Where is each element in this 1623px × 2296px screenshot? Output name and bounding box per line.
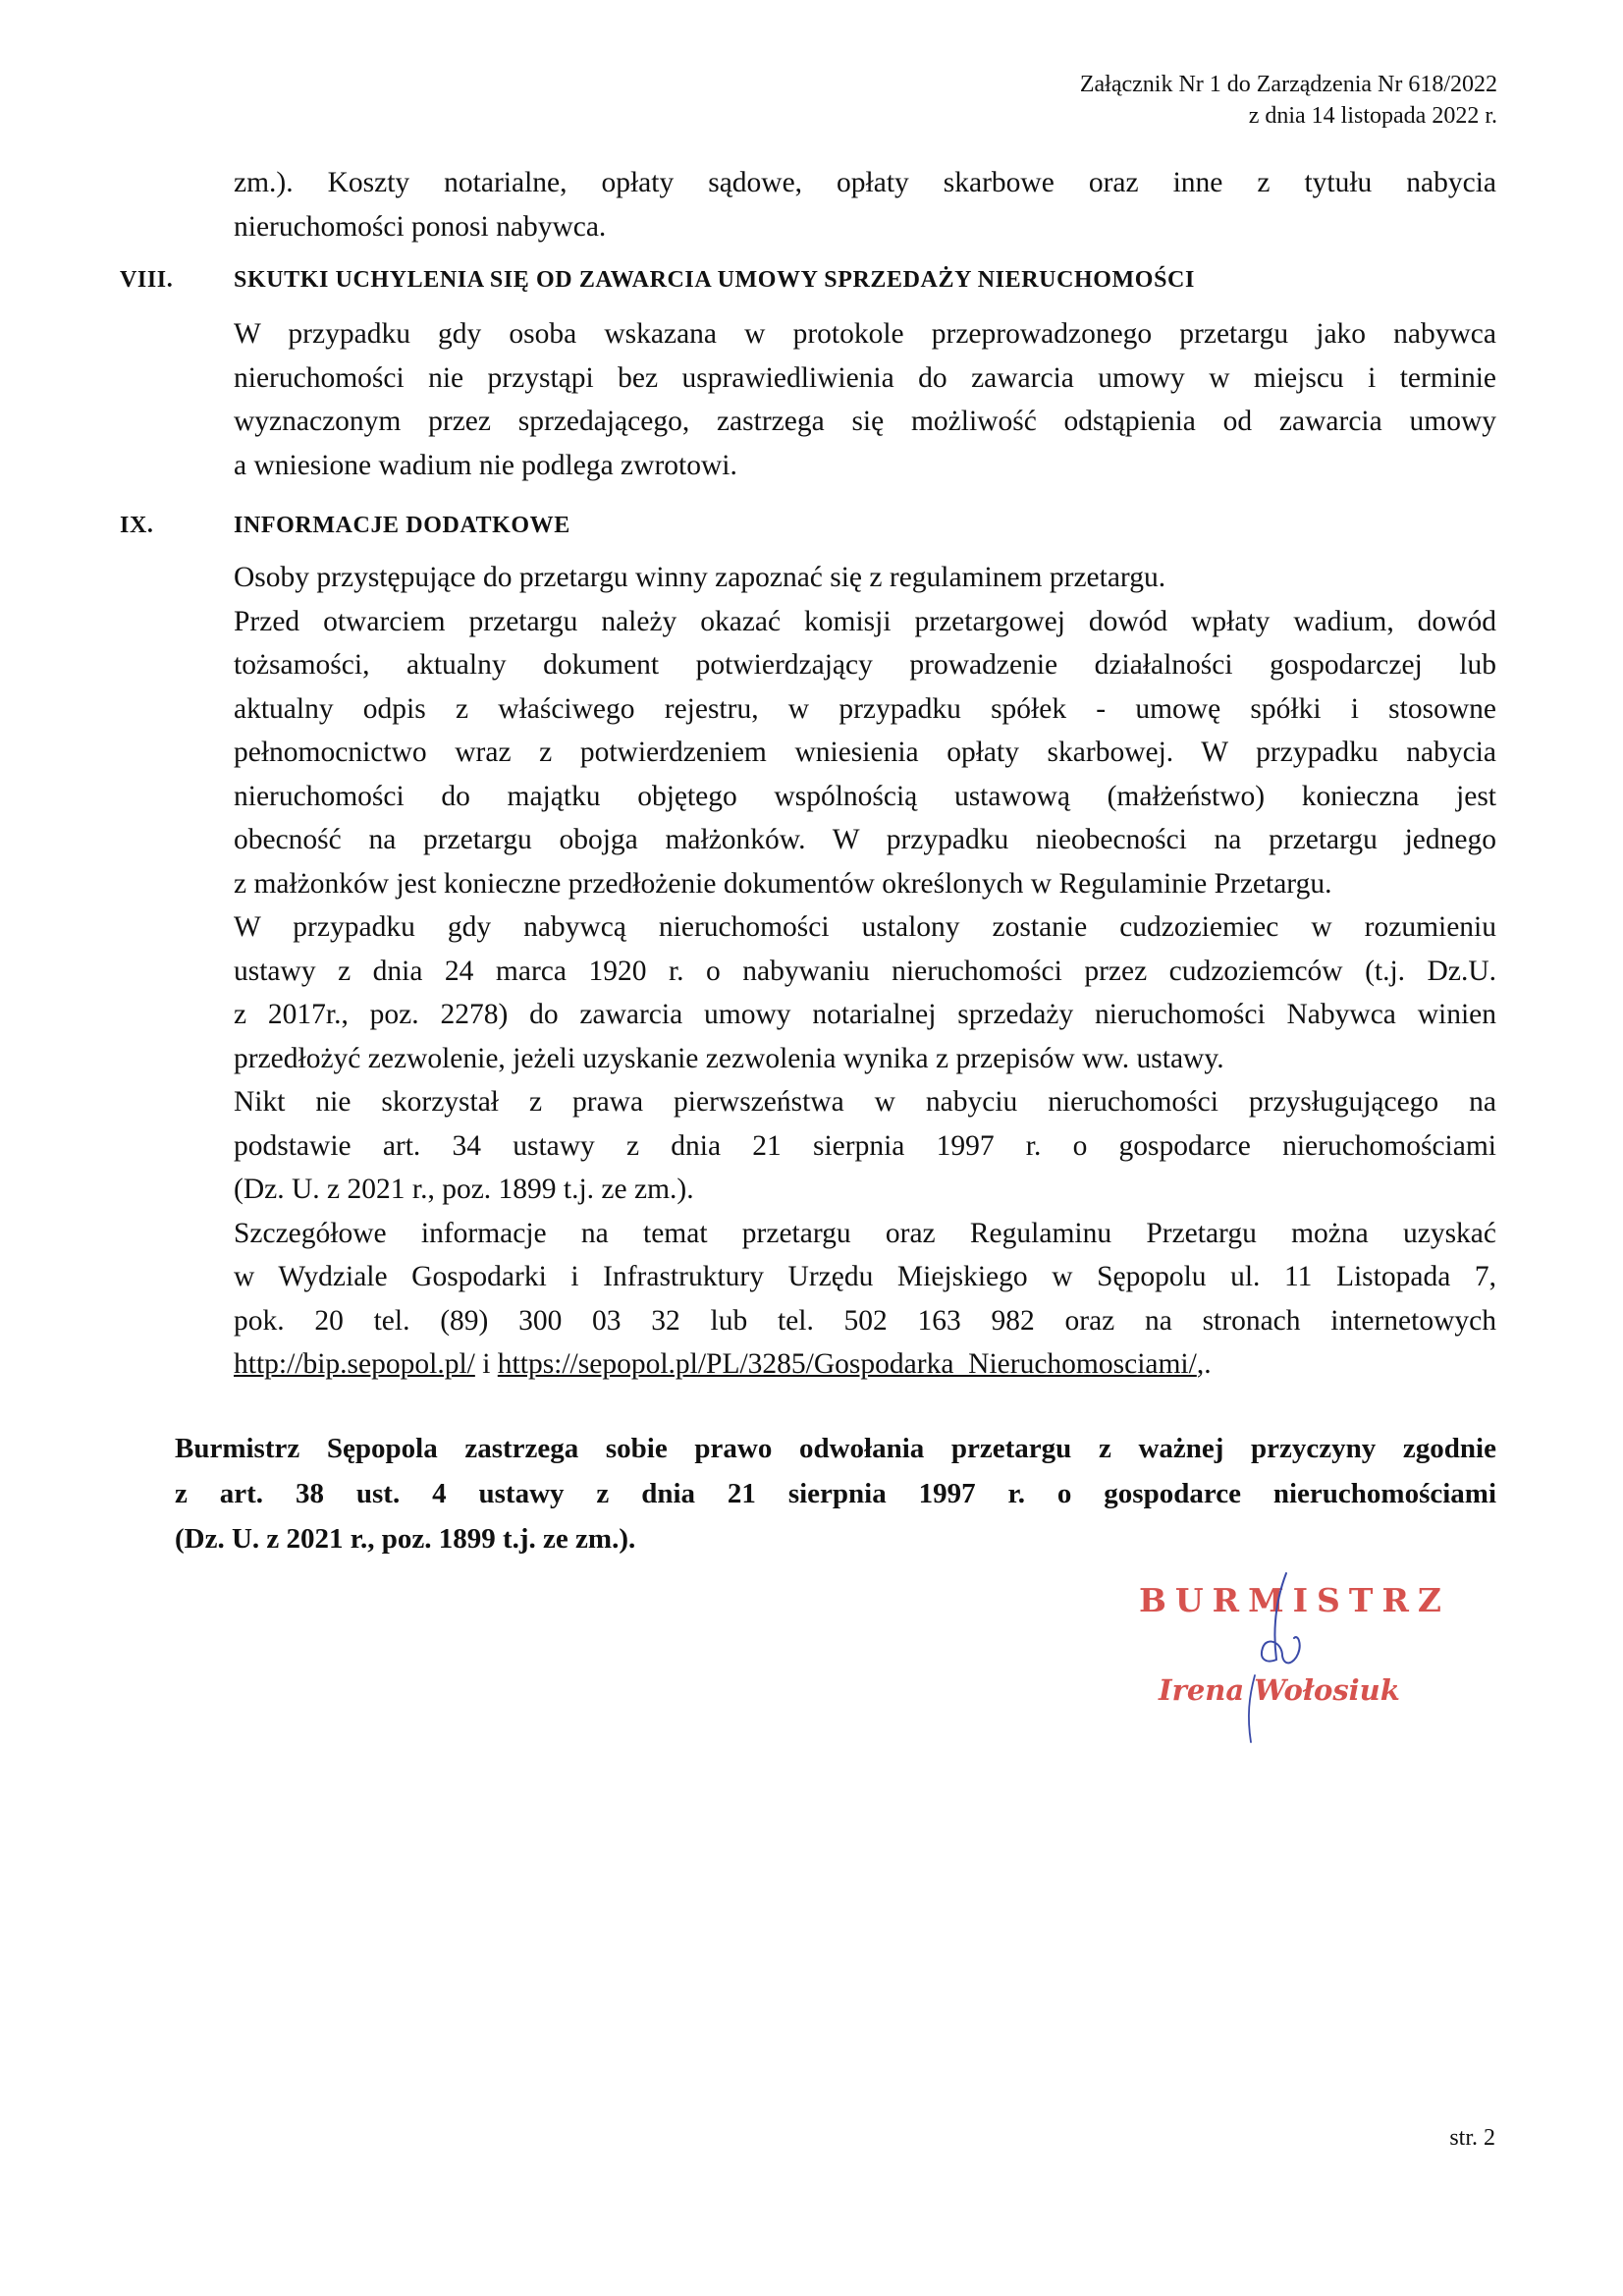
text-line: zm.). Koszty notarialne, opłaty sądowe, opłaty skarbowe oraz inne z tytułu nabycia <box>234 167 1496 198</box>
text-line: podstawie art. 34 ustawy z dnia 21 sierpnia 1997 r. o gospodarce nieruchomościami <box>234 1129 1496 1162</box>
paragraph-contact <box>234 1212 1496 1387</box>
annex-header <box>1080 69 1497 132</box>
text-line: W przypadku gdy osoba wskazana w protokole przeprowadzonego przetargu jako nabywca <box>234 318 1496 350</box>
text-line: nieruchomości ponosi nabywca. <box>234 210 607 243</box>
link-joiner: i <box>474 1348 498 1380</box>
text-line: z małżonków jest konieczne przedłożenie dokumentów określonych w Regulaminie Przetargu. <box>234 867 1332 900</box>
stamp-title: BURMISTRZ <box>1139 1581 1450 1619</box>
text-line: z 2017r., poz. 2278) do zawarcia umowy notarialnej sprzedaży nieruchomości Nabywca winien <box>234 999 1496 1030</box>
text-line: aktualny odpis z właściwego rejestru, w przypadku spółek - umowę spółki i stosowne <box>234 692 1496 725</box>
paragraph-regulations <box>234 556 1496 600</box>
text-line: pok. 20 tel. (89) 300 03 32 lub tel. 502 163 982 oraz na stronach internetowych <box>234 1304 1496 1337</box>
mayor-signature-stamp <box>1129 1569 1453 1756</box>
text-line: tożsamości, aktualny dokument potwierdzający prowadzenie działalności gospodarczej lub <box>234 649 1496 681</box>
website-link[interactable]: https://sepopol.pl/PL/3285/Gospodarka_Nieruchomosciami/ <box>497 1348 1197 1380</box>
text-line: Szczegółowe informacje na temat przetargu oraz Regulaminu Przetargu można uzyskać <box>234 1217 1496 1249</box>
text-line: obecność na przetargu obojga małżonków. W przypadku nieobecności na przetargu jednego <box>234 824 1496 855</box>
handwritten-signature <box>1129 1569 1453 1756</box>
paragraph-preemption <box>234 1080 1496 1212</box>
section-ix-body <box>234 556 1496 1387</box>
section-viii-paragraph <box>234 312 1496 487</box>
cancellation-notice <box>175 1426 1496 1561</box>
section-title: INFORMACJE DODATKOWE <box>234 513 570 538</box>
text-line: Nikt nie skorzystał z prawa pierwszeństwa w nabyciu nieruchomości przysługującego na <box>234 1086 1496 1118</box>
section-title: SKUTKI UCHYLENIA SIĘ OD ZAWARCIA UMOWY SPRZEDAŻY NIERUCHOMOŚCI <box>234 267 1195 293</box>
notice-line: (Dz. U. z 2021 r., poz. 1899 t.j. ze zm.). <box>175 1523 636 1555</box>
link-tail: ,. <box>1196 1348 1212 1380</box>
paragraph-documents <box>234 600 1496 906</box>
section-number: IX. <box>120 513 154 538</box>
paragraph-foreigner <box>234 905 1496 1080</box>
text-line: nieruchomości nie przystąpi bez usprawiedliwienia do zawarcia umowy w miejscu i terminie <box>234 361 1496 394</box>
text-line: wyznaczonym przez sprzedającego, zastrzega się możliwość odstąpienia od zawarcia umowy <box>234 406 1496 437</box>
text-line: ustawy z dnia 24 marca 1920 r. o nabywaniu nieruchomości przez cudzoziemców (t.j. Dz.U. <box>234 955 1496 987</box>
section-number: VIII. <box>120 267 174 293</box>
stamp-name: Irena Wołosiuk <box>1159 1673 1400 1707</box>
page-number: str. 2 <box>1449 2125 1495 2151</box>
bip-link[interactable]: http://bip.sepopol.pl/ <box>234 1348 475 1380</box>
text-line: nieruchomości do majątku objętego wspólnością ustawową (małżeństwo) konieczna jest <box>234 780 1496 812</box>
text-line: pełnomocnictwo wraz z potwierdzeniem wniesienia opłaty skarbowej. W przypadku nabycia <box>234 737 1496 768</box>
notice-line: Burmistrz Sępopola zastrzega sobie prawo odwołania przetargu z ważnej przyczyny zgodnie <box>175 1433 1496 1464</box>
text-line: Osoby przystępujące do przetargu winny zapoznać się z regulaminem przetargu. <box>234 562 1166 593</box>
text-line: w Wydziale Gospodarki i Infrastruktury Urzędu Miejskiego w Sępopolu ul. 11 Listopada 7, <box>234 1261 1496 1292</box>
text-line: W przypadku gdy nabywcą nieruchomości ustalony zostanie cudzoziemiec w rozumieniu <box>234 911 1496 943</box>
text-line: przedłożyć zezwolenie, jeżeli uzyskanie zezwolenia wynika z przepisów ww. ustawy. <box>234 1042 1224 1074</box>
text-line-links <box>234 1342 1496 1387</box>
text-line: (Dz. U. z 2021 r., poz. 1899 t.j. ze zm.). <box>234 1174 694 1205</box>
text-line: a wniesione wadium nie podlega zwrotowi. <box>234 449 737 481</box>
text-line: Przed otwarciem przetargu należy okazać komisji przetargowej dowód wpłaty wadium, dowód <box>234 605 1496 637</box>
notice-line: z art. 38 ust. 4 ustawy z dnia 21 sierpnia 1997 r. o gospodarce nieruchomościami <box>175 1478 1496 1509</box>
intro-paragraph <box>234 161 1496 248</box>
annex-date: z dnia 14 listopada 2022 r. <box>1248 103 1497 129</box>
annex-reference: Załącznik Nr 1 do Zarządzenia Nr 618/2022 <box>1079 72 1497 97</box>
